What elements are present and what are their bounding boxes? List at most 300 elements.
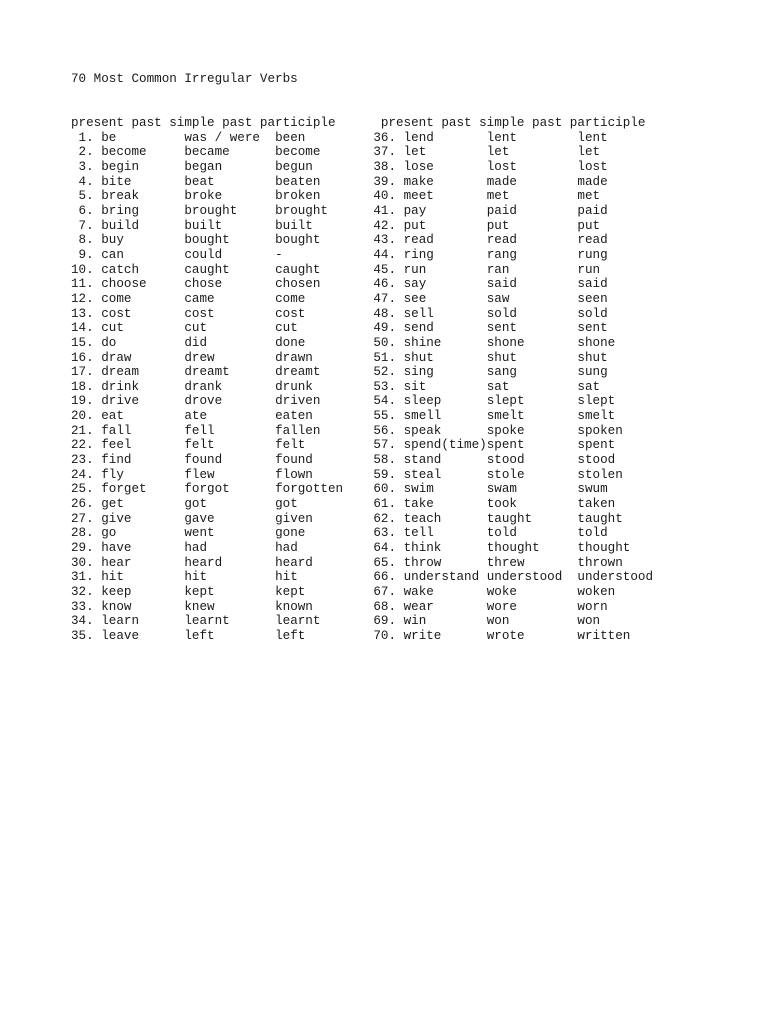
verb-past-participle: hit	[275, 570, 298, 585]
table-row	[71, 321, 608, 335]
verb-past-simple: sang	[486, 365, 578, 380]
table-row	[71, 614, 600, 628]
verb-past-simple: saw	[486, 291, 578, 306]
table-row	[71, 541, 630, 555]
verb-past-simple: shut	[486, 350, 578, 365]
verb-past-simple: cut	[184, 321, 276, 336]
verb-past-simple: put	[486, 218, 578, 233]
verb-number: 8.	[71, 233, 102, 248]
table-row	[71, 351, 608, 365]
verb-past-participle: said	[577, 277, 608, 292]
verb-present: go	[101, 526, 185, 541]
verb-past-participle: forgotten	[275, 482, 344, 497]
verb-present: bring	[101, 203, 185, 218]
verb-past-participle: left	[275, 628, 306, 643]
verb-present: forget	[101, 482, 185, 497]
verb-past-simple: paid	[486, 203, 578, 218]
verb-past-participle: shone	[577, 335, 616, 350]
verb-present: steal	[403, 467, 487, 482]
verb-past-simple: spoke	[486, 423, 578, 438]
verb-past-participle: had	[275, 541, 298, 556]
verb-number: 70.	[373, 628, 404, 643]
verb-past-simple: read	[486, 233, 578, 248]
verb-past-participle: let	[577, 145, 601, 160]
verb-present: do	[101, 335, 185, 350]
verb-number: 27.	[71, 511, 102, 526]
verb-present: bite	[101, 174, 185, 189]
table-row	[71, 556, 623, 570]
verb-number: 35.	[71, 628, 102, 643]
table-row	[71, 629, 630, 643]
verb-past-simple: rang	[486, 247, 578, 262]
verb-past-participle: seen	[577, 291, 608, 306]
verb-number: 49.	[373, 321, 404, 336]
verb-present: run	[403, 262, 487, 277]
verb-past-participle: learnt	[275, 614, 321, 629]
verb-number: 53.	[373, 379, 404, 394]
verb-present: sing	[403, 365, 487, 380]
verb-past-simple: won	[486, 614, 578, 629]
verb-past-participle: run	[577, 262, 601, 277]
verb-past-participle: smelt	[577, 409, 616, 424]
verb-number: 36.	[373, 130, 404, 145]
verb-number: 48.	[373, 306, 404, 321]
verb-past-simple: swam	[486, 482, 578, 497]
verb-past-participle: spoken	[577, 423, 623, 438]
verb-past-participle: taught	[577, 511, 623, 526]
verb-present: become	[101, 145, 185, 160]
verb-past-simple: bought	[184, 233, 276, 248]
verb-past-participle: come	[275, 291, 306, 306]
verb-number: 6.	[71, 203, 102, 218]
verb-present: shine	[403, 335, 487, 350]
verb-present: tell	[403, 526, 487, 541]
verb-past-participle: been	[275, 130, 306, 145]
verb-past-participle: chosen	[275, 277, 321, 292]
verb-past-participle: made	[577, 174, 608, 189]
verb-number: 21.	[71, 423, 102, 438]
verb-present: have	[101, 541, 185, 556]
verb-past-participle: sold	[577, 306, 608, 321]
verb-number: 65.	[373, 555, 404, 570]
verb-past-simple: slept	[486, 394, 578, 409]
verb-past-participle: cut	[275, 321, 298, 336]
verb-past-participle: done	[275, 335, 306, 350]
verb-past-participle: gone	[275, 526, 306, 541]
verb-past-participle: given	[275, 511, 313, 526]
verb-past-simple: stood	[486, 453, 578, 468]
column-headers: present past simple past participle	[380, 116, 646, 130]
verb-present: be	[101, 130, 185, 145]
verb-past-participle: begun	[275, 159, 313, 174]
verb-past-simple: felt	[184, 438, 276, 453]
verb-past-simple: let	[486, 145, 578, 160]
verb-present: learn	[101, 614, 185, 629]
verb-past-simple: met	[486, 189, 578, 204]
table-row	[71, 468, 623, 482]
verb-past-simple: began	[184, 159, 276, 174]
table-row	[71, 131, 608, 145]
verb-present: say	[403, 277, 487, 292]
verb-past-simple: learnt	[184, 614, 276, 629]
verb-present: get	[101, 497, 185, 512]
verb-number: 60.	[373, 482, 404, 497]
verb-past-participle: sent	[577, 321, 608, 336]
table-row	[71, 277, 608, 291]
verb-past-participle: drunk	[275, 379, 313, 394]
table-row	[71, 292, 608, 306]
verb-past-participle: met	[577, 189, 601, 204]
verb-number: 47.	[373, 291, 404, 306]
verb-past-participle: drawn	[275, 350, 313, 365]
table-row	[71, 453, 615, 467]
verb-number: 29.	[71, 541, 102, 556]
verb-present: fly	[101, 467, 185, 482]
verb-number: 25.	[71, 482, 102, 497]
verb-number: 1.	[71, 130, 102, 145]
verb-past-participle: told	[577, 526, 608, 541]
verb-past-simple: flew	[184, 467, 276, 482]
verb-number: 13.	[71, 306, 102, 321]
verb-past-simple: stole	[486, 467, 578, 482]
verb-past-simple: sold	[486, 306, 578, 321]
verb-past-participle: lent	[577, 130, 608, 145]
table-row	[71, 248, 608, 262]
verb-present: build	[101, 218, 185, 233]
table-row	[71, 233, 608, 247]
verb-present: come	[101, 291, 185, 306]
verb-present: win	[403, 614, 487, 629]
verb-past-simple: drank	[184, 379, 276, 394]
table-row	[71, 409, 615, 423]
table-row	[71, 204, 608, 218]
verb-present: make	[403, 174, 487, 189]
verb-number: 45.	[373, 262, 404, 277]
verb-past-simple: wore	[486, 599, 578, 614]
verb-past-participle: swum	[577, 482, 608, 497]
verb-present: hear	[101, 555, 185, 570]
verb-number: 37.	[373, 145, 404, 160]
verb-past-participle: broken	[275, 189, 321, 204]
table-row	[71, 438, 615, 452]
verb-past-simple: smelt	[486, 409, 578, 424]
verb-present: understand	[403, 570, 487, 585]
verb-number: 46.	[373, 277, 404, 292]
verb-past-participle: become	[275, 145, 321, 160]
table-row	[71, 497, 615, 511]
verb-past-simple: drove	[184, 394, 276, 409]
verb-number: 11.	[71, 277, 102, 292]
verb-number: 56.	[373, 423, 404, 438]
verb-past-participle: sat	[577, 379, 601, 394]
verb-number: 32.	[71, 585, 102, 599]
verb-present: sit	[403, 379, 487, 394]
verb-number: 59.	[373, 467, 404, 482]
verb-past-participle: got	[275, 497, 298, 512]
verb-present: meet	[403, 189, 487, 204]
verb-past-simple: beat	[184, 174, 276, 189]
table-row	[71, 380, 600, 394]
verb-present: think	[403, 541, 487, 556]
verb-number: 30.	[71, 555, 102, 570]
verb-present: leave	[101, 628, 185, 643]
verb-number: 61.	[373, 497, 404, 512]
verb-present: sleep	[403, 394, 487, 409]
verb-number: 26.	[71, 497, 102, 512]
verb-number: 69.	[373, 614, 404, 629]
verb-number: 31.	[71, 570, 102, 585]
verb-present: hit	[101, 570, 185, 585]
verb-present: throw	[403, 555, 487, 570]
table-row	[71, 365, 608, 379]
verb-past-participle: thrown	[577, 555, 623, 570]
verb-present: draw	[101, 350, 185, 365]
verb-past-participle: written	[577, 628, 631, 643]
verb-number: 16.	[71, 350, 102, 365]
verb-present: can	[101, 247, 185, 262]
verb-present: let	[403, 145, 487, 160]
verb-number: 17.	[71, 365, 102, 380]
table-row	[71, 585, 615, 599]
verb-number: 44.	[373, 247, 404, 262]
verb-present: catch	[101, 262, 185, 277]
verb-past-simple: wrote	[486, 628, 578, 643]
verb-present: put	[403, 218, 487, 233]
table-row	[71, 336, 615, 350]
verb-past-simple: did	[184, 335, 276, 350]
verb-present: speak	[403, 423, 487, 438]
verb-number: 38.	[373, 159, 404, 174]
verb-past-participle: shut	[577, 350, 608, 365]
table-row	[71, 482, 608, 496]
verb-past-simple: found	[184, 453, 276, 468]
verb-present: lose	[403, 159, 487, 174]
verb-past-participle: built	[275, 218, 313, 233]
verb-present: take	[403, 497, 487, 512]
verb-past-simple: was / were	[184, 130, 276, 145]
column-header-row	[71, 116, 645, 130]
verb-number: 33.	[71, 599, 102, 614]
verb-past-participle: thought	[577, 541, 631, 556]
verb-past-participle: read	[577, 233, 608, 248]
verb-number: 42.	[373, 218, 404, 233]
verb-number: 34.	[71, 614, 102, 629]
verb-past-simple: took	[486, 497, 578, 512]
verb-present: read	[403, 233, 487, 248]
verb-number: 51.	[373, 350, 404, 365]
verb-past-participle: understood	[577, 570, 653, 585]
verb-present: break	[101, 189, 185, 204]
verb-number: 64.	[373, 541, 404, 556]
verb-number: 3.	[71, 159, 102, 174]
verb-past-participle: taken	[577, 497, 616, 512]
verb-number: 67.	[373, 585, 404, 599]
verb-past-participle: -	[275, 247, 283, 262]
verb-present: send	[403, 321, 487, 336]
verb-past-participle: woken	[577, 585, 616, 599]
verb-table	[71, 116, 653, 644]
verb-present: fall	[101, 423, 185, 438]
verb-past-participle: heard	[275, 555, 313, 570]
verb-past-simple: taught	[486, 511, 578, 526]
verb-present: see	[403, 291, 487, 306]
verb-past-simple: dreamt	[184, 365, 276, 380]
verb-past-participle: kept	[275, 585, 306, 599]
verb-number: 23.	[71, 453, 102, 468]
verb-past-simple: lent	[486, 130, 578, 145]
verb-past-participle: slept	[577, 394, 616, 409]
verb-present: find	[101, 453, 185, 468]
verb-past-participle: worn	[577, 599, 608, 614]
verb-past-simple: made	[486, 174, 578, 189]
verb-past-participle: stood	[577, 453, 616, 468]
verb-number: 19.	[71, 394, 102, 409]
table-row	[71, 160, 608, 174]
verb-present: teach	[403, 511, 487, 526]
verb-present: buy	[101, 233, 185, 248]
verb-number: 20.	[71, 409, 102, 424]
table-row	[71, 424, 623, 438]
verb-present: give	[101, 511, 185, 526]
verb-present: wear	[403, 599, 487, 614]
table-row	[71, 600, 608, 614]
verb-past-participle: flown	[275, 467, 313, 482]
verb-past-simple: went	[184, 526, 276, 541]
verb-present: dream	[101, 365, 185, 380]
verb-past-participle: spent	[577, 438, 616, 453]
verb-past-simple: gave	[184, 511, 276, 526]
verb-past-simple: spent	[486, 438, 578, 453]
verb-past-participle: cost	[275, 306, 306, 321]
verb-present: lend	[403, 130, 487, 145]
column-headers: present past simple past participle	[71, 116, 336, 130]
verb-number: 24.	[71, 467, 102, 482]
verb-number: 55.	[373, 409, 404, 424]
verb-present: shut	[403, 350, 487, 365]
verb-present: choose	[101, 277, 185, 292]
table-row	[71, 219, 600, 233]
verb-past-simple: could	[184, 247, 276, 262]
verb-past-simple: sat	[486, 379, 578, 394]
verb-number: 7.	[71, 218, 102, 233]
verb-present: feel	[101, 438, 185, 453]
verb-past-simple: heard	[184, 555, 276, 570]
verb-past-participle: won	[577, 614, 601, 629]
verb-past-simple: got	[184, 497, 276, 512]
verb-present: ring	[403, 247, 487, 262]
verb-past-participle: known	[275, 599, 313, 614]
verb-number: 18.	[71, 379, 102, 394]
verb-number: 43.	[373, 233, 404, 248]
verb-past-simple: understood	[486, 570, 578, 585]
verb-past-participle: rung	[577, 247, 608, 262]
verb-present: drink	[101, 379, 185, 394]
table-row	[71, 175, 608, 189]
verb-number: 62.	[373, 511, 404, 526]
verb-present: swim	[403, 482, 487, 497]
verb-past-simple: came	[184, 291, 276, 306]
verb-past-simple: threw	[486, 555, 578, 570]
verb-past-participle: put	[577, 218, 601, 233]
verb-past-participle: caught	[275, 262, 321, 277]
verb-past-participle: brought	[275, 203, 328, 218]
verb-past-simple: sent	[486, 321, 578, 336]
verb-past-participle: driven	[275, 394, 321, 409]
verb-number: 63.	[373, 526, 404, 541]
verb-past-simple: thought	[486, 541, 578, 556]
verb-past-participle: lost	[577, 159, 608, 174]
verb-past-participle: stolen	[577, 467, 623, 482]
verb-past-simple: woke	[486, 585, 578, 599]
table-row	[71, 307, 608, 321]
verb-number: 41.	[373, 203, 404, 218]
verb-past-simple: kept	[184, 585, 276, 599]
table-row	[71, 263, 600, 277]
verb-present: know	[101, 599, 185, 614]
verb-number: 2.	[71, 145, 102, 160]
verb-number: 57.	[373, 438, 404, 453]
verb-past-participle: eaten	[275, 409, 313, 424]
verb-number: 22.	[71, 438, 102, 453]
verb-past-simple: said	[486, 277, 578, 292]
verb-past-participle: dreamt	[275, 365, 321, 380]
verb-number: 5.	[71, 189, 102, 204]
verb-past-simple: ran	[486, 262, 578, 277]
verb-number: 12.	[71, 291, 102, 306]
verb-number: 68.	[373, 599, 404, 614]
verb-present: begin	[101, 159, 185, 174]
verb-number: 58.	[373, 453, 404, 468]
verb-number: 28.	[71, 526, 102, 541]
table-row	[71, 189, 600, 203]
verb-past-simple: cost	[184, 306, 276, 321]
verb-past-simple: built	[184, 218, 276, 233]
verb-number: 52.	[373, 365, 404, 380]
verb-past-simple: brought	[184, 203, 276, 218]
verb-past-simple: fell	[184, 423, 276, 438]
verb-present: drive	[101, 394, 185, 409]
verb-past-simple: shone	[486, 335, 578, 350]
verb-past-participle: beaten	[275, 174, 321, 189]
verb-past-simple: left	[184, 628, 276, 643]
verb-past-simple: became	[184, 145, 276, 160]
verb-past-simple: hit	[184, 570, 276, 585]
verb-past-participle: felt	[275, 438, 306, 453]
verb-number: 40.	[373, 189, 404, 204]
table-row	[71, 145, 600, 159]
verb-present: smell	[403, 409, 487, 424]
verb-past-participle: found	[275, 453, 313, 468]
verb-present: pay	[403, 203, 487, 218]
verb-past-simple: knew	[184, 599, 276, 614]
verb-number: 9.	[71, 247, 102, 262]
verb-present: wake	[403, 585, 487, 599]
verb-past-simple: caught	[184, 262, 276, 277]
verb-present: write	[403, 628, 487, 643]
verb-number: 39.	[373, 174, 404, 189]
verb-present: sell	[403, 306, 487, 321]
verb-past-simple: broke	[184, 189, 276, 204]
verb-number: 50.	[373, 335, 404, 350]
verb-number: 10.	[71, 262, 102, 277]
verb-past-simple: told	[486, 526, 578, 541]
verb-past-participle: bought	[275, 233, 321, 248]
verb-past-simple: forgot	[184, 482, 276, 497]
verb-present: eat	[101, 409, 185, 424]
verb-past-simple: ate	[184, 409, 276, 424]
verb-number: 4.	[71, 174, 102, 189]
verb-number: 14.	[71, 321, 102, 336]
